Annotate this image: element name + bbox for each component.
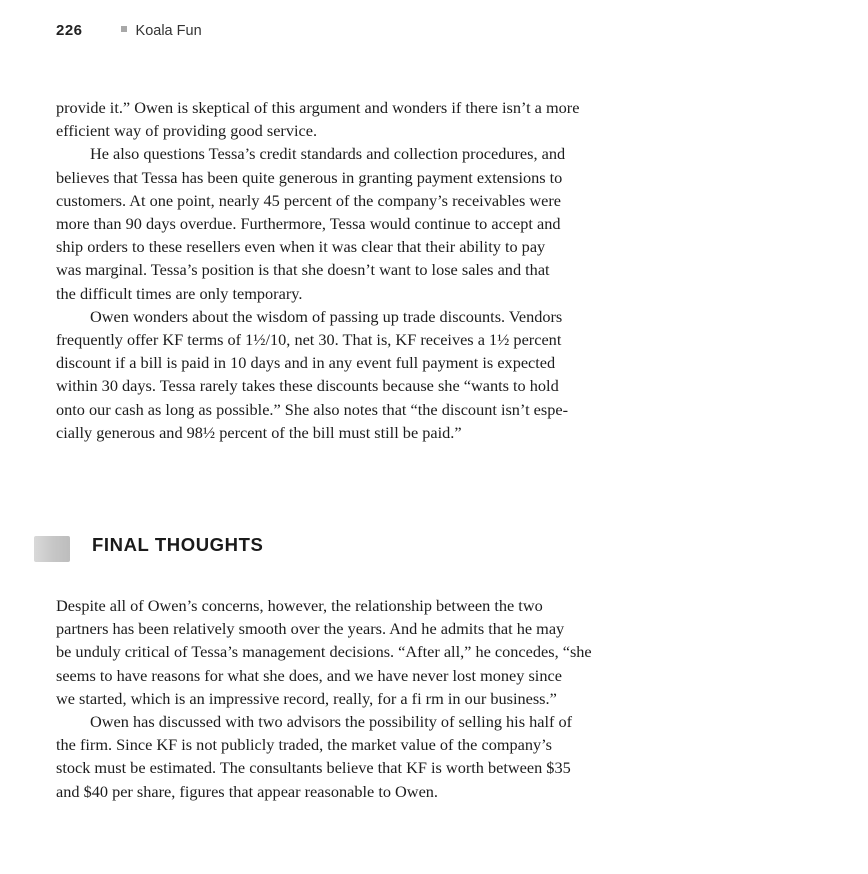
running-title: Koala Fun <box>135 22 202 39</box>
paragraph-credit-standards: He also questions Tessa’s credit standards and collection procedures, and believes that Tessa has been quite generous in granting payment extensions to customers. At one point, nearly 45 percent of the company’s receivables were more than 90 days overdue. Furthermore, Tessa would continue to accept and ship orders to these resellers even when it was clear that their ability to pay was marginal. Tessa’s position is that she doesn’t want to lose sales and that the difficult times are only temporary. <box>56 144 566 303</box>
paragraph-concerns: Despite all of Owen’s concerns, however, the relationship between the two partners has been relatively smooth over the years. And he admits that he may be unduly critical of Tessa’s management decisions. “After all,” he concedes, “she seems to have reasons for what she does, and we have never lost money since we started, which is an impressive record, really, for a fi rm in our business.” <box>56 596 592 708</box>
page-number: 226 <box>56 22 83 39</box>
paragraph-trade-discounts: Owen wonders about the wisdom of passing up trade discounts. Vendors frequently offer KF terms of 1½/10, net 30. That is, KF receives a 1½ percent discount if a bill is paid in 10 days and in any event full payment is expected within 30 days. Tessa rarely takes these discounts because she “wants to hold onto our cash as long as possible.” She also notes that “the discount isn’t espe- cially generous and 98½ percent of the bill must still be paid.” <box>56 306 569 442</box>
paragraph-selling-half: Owen has discussed with two advisors the possibility of selling his half of the firm. Since KF is not publicly traded, the market value of the company’s stock must be estimated. The consultants believe that KF is worth between $35 and $40 per share, figures that appear reasonable to Owen. <box>56 712 573 801</box>
section-heading <box>34 532 263 558</box>
header-bullet-icon <box>121 26 127 32</box>
section-marker-icon <box>34 536 70 562</box>
section-title: FINAL THOUGHTS <box>92 534 264 555</box>
paragraph-continued: provide it.” Owen is skeptical of this argument and wonders if there isn’t a more efficient way of providing good service. <box>56 98 580 141</box>
page-header <box>56 22 202 39</box>
body-text-bottom <box>56 594 756 803</box>
body-text-top <box>56 96 756 444</box>
